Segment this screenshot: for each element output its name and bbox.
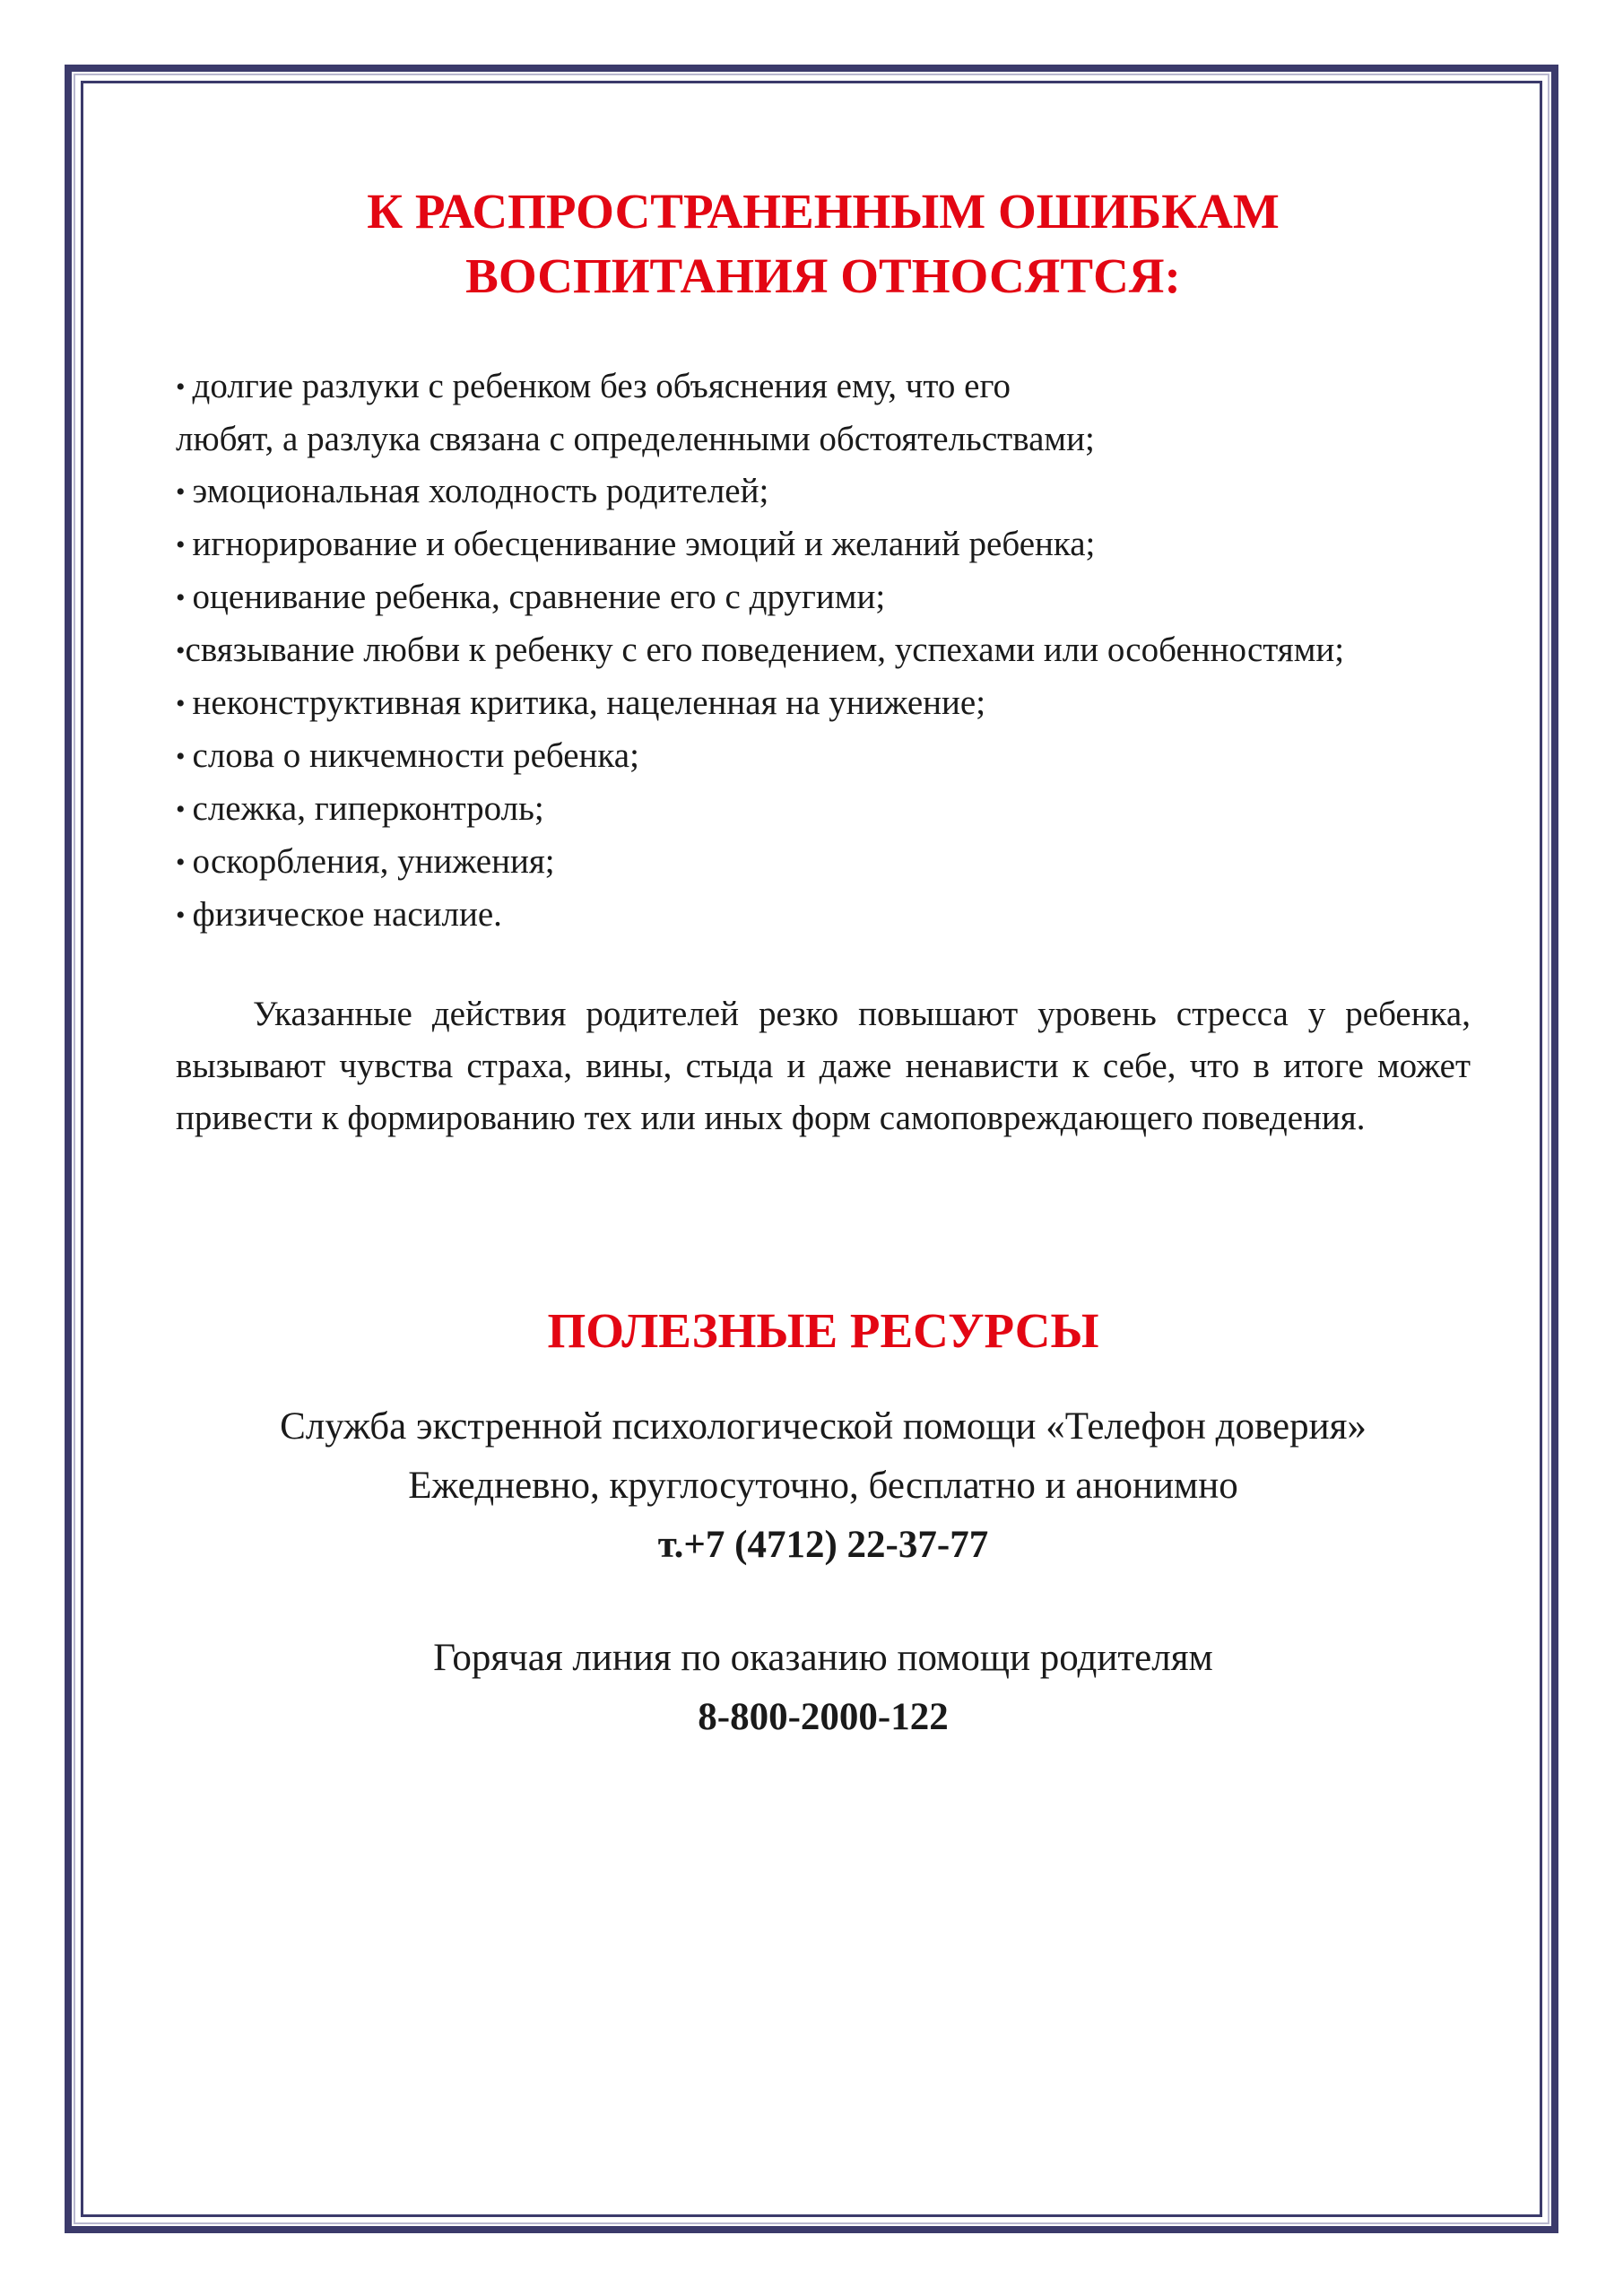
- main-heading-line-2: ВОСПИТАНИЯ ОТНОСЯТСЯ:: [465, 248, 1181, 303]
- list-item-text: неконструктивная критика, нацеленная на унижение;: [192, 683, 986, 722]
- hotline-trust-block: [176, 1397, 1471, 1575]
- bullet-icon: •: [176, 795, 186, 824]
- bullet-icon: •: [176, 530, 186, 560]
- list-item-text: физическое насилие.: [192, 895, 502, 934]
- list-item: [176, 677, 1471, 730]
- bullet-icon: •: [176, 372, 186, 402]
- hotline-trust-phone: т.+7 (4712) 22-37-77: [657, 1524, 989, 1566]
- list-item: [176, 465, 1471, 518]
- list-item: [176, 624, 1471, 677]
- list-item-text: эмоциональная холодность родителей;: [192, 472, 769, 510]
- list-item-text: долгие разлуки с ребенком без объяснения ему, что его: [192, 367, 1011, 405]
- list-item-text: оскорбления, унижения;: [192, 842, 555, 881]
- hotline-trust-schedule: Ежедневно, круглосуточно, бесплатно и анонимно: [408, 1465, 1238, 1507]
- list-item-text: слова о никчемности ребенка;: [192, 736, 639, 775]
- list-item: [176, 783, 1471, 836]
- list-item-text: игнорирование и обесценивание эмоций и желаний ребенка;: [192, 525, 1096, 563]
- bullet-icon: •: [176, 689, 186, 718]
- list-item-text: слежка, гиперконтроль;: [192, 789, 544, 828]
- main-heading-line-1: К РАСПРОСТРАНЕННЫМ ОШИБКАМ: [367, 184, 1280, 239]
- hotline-trust-name: Служба экстренной психологической помощи «Телефон доверия»: [280, 1405, 1367, 1448]
- bullet-icon: •: [176, 900, 186, 930]
- bullet-icon: •: [176, 848, 186, 877]
- list-item: [176, 571, 1471, 624]
- list-item: [176, 361, 1471, 465]
- bullet-icon: •: [176, 742, 186, 771]
- errors-list: [176, 361, 1471, 942]
- list-item: [176, 836, 1471, 889]
- list-item: [176, 730, 1471, 783]
- parents-hotline-name: Горячая линия по оказанию помощи родителям: [433, 1637, 1213, 1679]
- list-item-text: оценивание ребенка, сравнение его с другими;: [192, 578, 886, 616]
- resources-heading: ПОЛЕЗНЫЕ РЕСУРСЫ: [547, 1303, 1099, 1358]
- main-heading: [176, 179, 1471, 309]
- bullet-icon: •: [176, 583, 186, 613]
- bullet-icon: •: [176, 636, 186, 665]
- list-item-text-continued: любят, а разлука связана с определенными обстоятельствами;: [176, 420, 1095, 458]
- list-item: [176, 889, 1471, 942]
- parents-hotline-block: [176, 1629, 1471, 1747]
- list-item-text: связывание любви к ребенку с его поведением, успехами или особенностями;: [185, 631, 1345, 669]
- list-item: [176, 518, 1471, 571]
- consequences-paragraph: Указанные действия родителей резко повышают уровень стресса у ребенка, вызывают чувства страха, вины, стыда и даже ненависти к себе, что в итоге может привести к формированию тех или иных форм самоповреждающего поведения.: [176, 995, 1471, 1137]
- parents-hotline-phone: 8-800-2000-122: [698, 1696, 949, 1738]
- page-content: [176, 179, 1471, 1747]
- bullet-icon: •: [176, 477, 186, 507]
